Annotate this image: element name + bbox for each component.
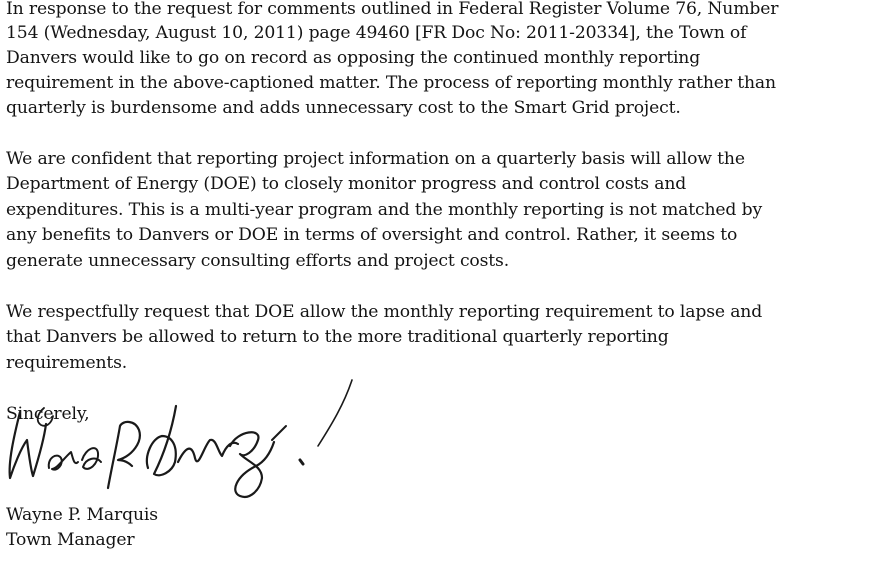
signature-stroke (108, 422, 140, 488)
paragraph-line: 154 (Wednesday, August 10, 2011) page 49460 [FR Doc No: 2011-20334], the Town of (6, 23, 747, 43)
paragraph-line: that Danvers be allowed to return to the more traditional quarterly reporting (6, 327, 669, 347)
signature-stroke (49, 452, 78, 470)
paragraph-line: requirement in the above-captioned matter. The process of reporting monthly rather than (6, 73, 776, 93)
signer-title: Town Manager (6, 530, 135, 550)
signature-stroke (230, 432, 274, 497)
paragraph-line: Danvers would like to go on record as opposing the continued monthly reporting (6, 48, 701, 68)
closing-salutation: Sincerely, (6, 404, 90, 424)
paragraph-line: Department of Energy (DOE) to closely monitor progress and control costs and (6, 174, 687, 194)
signer-name: Wayne P. Marquis (6, 505, 158, 525)
signature-stroke (178, 440, 238, 462)
signature-stroke (82, 448, 101, 469)
signature-stroke (318, 380, 352, 446)
paragraph-line: quarterly is burdensome and adds unnecessary cost to the Smart Grid project. (6, 98, 681, 118)
paragraph-line: requirements. (6, 353, 128, 373)
signature-stroke (147, 406, 176, 475)
paragraph-line: any benefits to Danvers or DOE in terms of oversight and control. Rather, it seems to (6, 225, 738, 245)
paragraph-line: In response to the request for comments outlined in Federal Register Volume 76, Number (6, 0, 779, 19)
paragraph-line: expenditures. This is a multi-year program and the monthly reporting is not matched by (6, 200, 763, 220)
paragraph-line: We respectfully request that DOE allow the monthly reporting requirement to lapse and (6, 302, 763, 322)
paragraph-line: We are confident that reporting project information on a quarterly basis will allow the (6, 149, 745, 169)
signature-stroke (300, 460, 303, 464)
paragraph-line: generate unnecessary consulting efforts and project costs. (6, 251, 510, 271)
signature-stroke (272, 426, 286, 440)
